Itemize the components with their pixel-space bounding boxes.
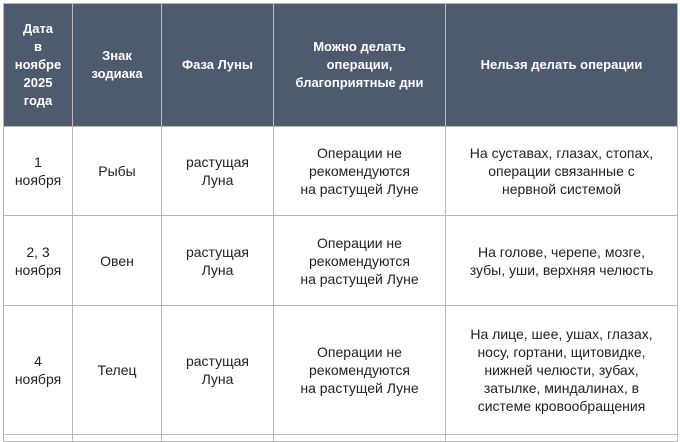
cell-zodiac-sign: Овен: [73, 216, 162, 306]
cell-allowed: Операции не рекомендуются на растущей Луне: [274, 127, 446, 216]
moon-surgery-table: [3, 3, 678, 442]
cell-empty: [4, 435, 73, 442]
table-row-cut-off: [4, 435, 678, 442]
table-row: [4, 306, 678, 435]
table-header-row: [4, 4, 678, 127]
cell-zodiac-sign: Телец: [73, 306, 162, 435]
header-zodiac-sign: Знак зодиака: [73, 4, 162, 127]
cell-date: 1 ноября: [4, 127, 73, 216]
header-date: Дата в ноябре 2025 года: [4, 4, 73, 127]
cell-forbidden: На лице, шее, ушах, глазах, носу, гортани, щитовидке, нижней челюсти, зубах, затылке, миндалинах, в системе кровообращения: [446, 306, 678, 435]
header-allowed-operations: Можно делать операции, благоприятные дни: [274, 4, 446, 127]
header-forbidden-operations: Нельзя делать операции: [446, 4, 678, 127]
cell-forbidden: На голове, черепе, мозге, зубы, уши, верхняя челюсть: [446, 216, 678, 306]
cell-empty: [446, 435, 678, 442]
cell-date: 2, 3 ноября: [4, 216, 73, 306]
cell-moon-phase: растущая Луна: [162, 306, 274, 435]
cell-moon-phase: растущая Луна: [162, 216, 274, 306]
cell-empty: [274, 435, 446, 442]
cell-allowed: Операции не рекомендуются на растущей Луне: [274, 306, 446, 435]
cell-date: 4 ноября: [4, 306, 73, 435]
table-row: [4, 127, 678, 216]
cell-allowed: Операции не рекомендуются на растущей Луне: [274, 216, 446, 306]
cell-empty: [73, 435, 162, 442]
header-moon-phase: Фаза Луны: [162, 4, 274, 127]
table-row: [4, 216, 678, 306]
cell-forbidden: На суставах, глазах, стопах, операции связанные с нервной системой: [446, 127, 678, 216]
cell-empty: [162, 435, 274, 442]
cell-moon-phase: растущая Луна: [162, 127, 274, 216]
cell-zodiac-sign: Рыбы: [73, 127, 162, 216]
